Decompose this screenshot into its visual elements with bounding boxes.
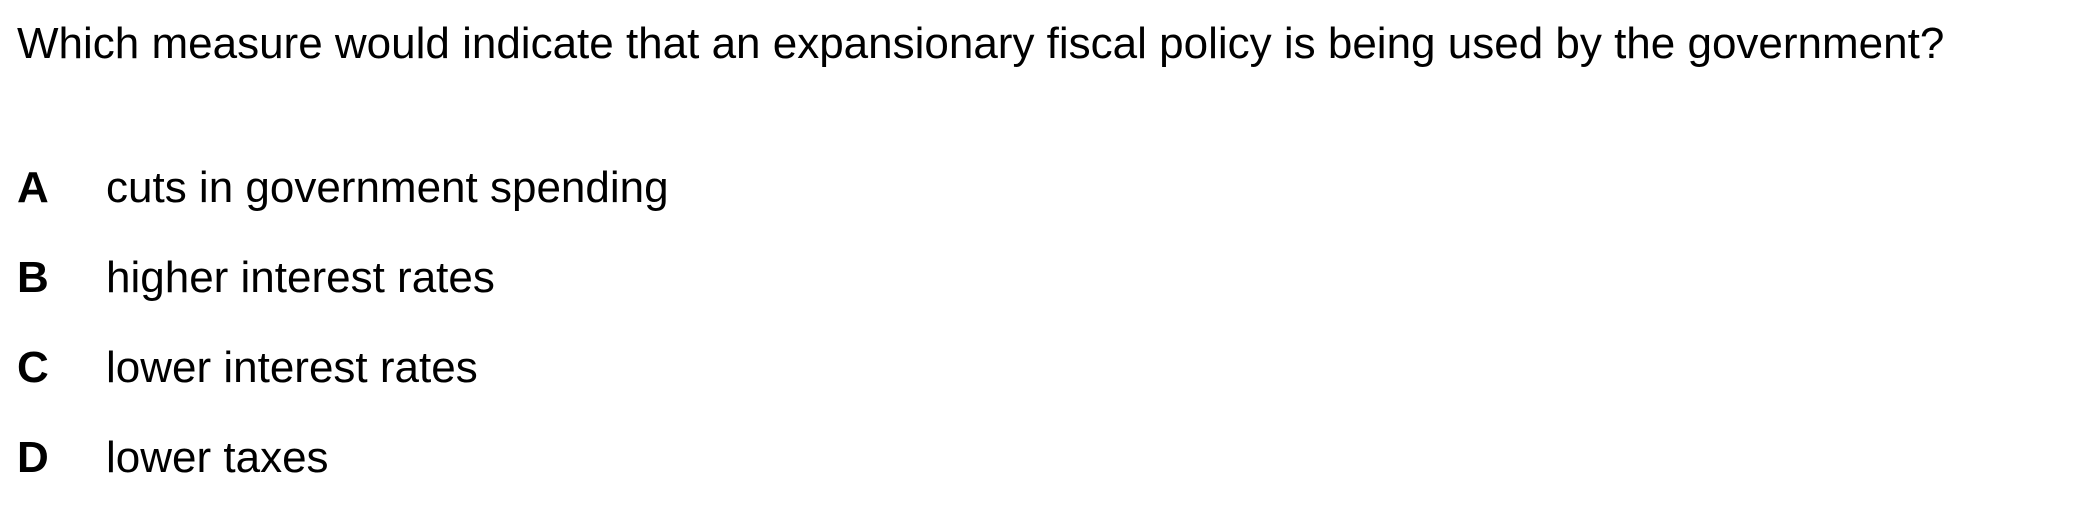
option-text: higher interest rates bbox=[106, 253, 495, 302]
answer-options bbox=[17, 163, 669, 523]
option-text: cuts in government spending bbox=[106, 163, 669, 212]
option-b bbox=[17, 253, 669, 343]
question-text: Which measure would indicate that an expansionary fiscal policy is being used by the government? bbox=[17, 19, 1945, 68]
option-a bbox=[17, 163, 669, 253]
option-letter: A bbox=[17, 163, 49, 212]
option-text: lower taxes bbox=[106, 433, 329, 482]
option-text: lower interest rates bbox=[106, 343, 478, 392]
option-letter: D bbox=[17, 433, 49, 482]
option-letter: C bbox=[17, 343, 49, 392]
option-letter: B bbox=[17, 253, 49, 302]
option-c bbox=[17, 343, 669, 433]
option-d bbox=[17, 433, 669, 523]
